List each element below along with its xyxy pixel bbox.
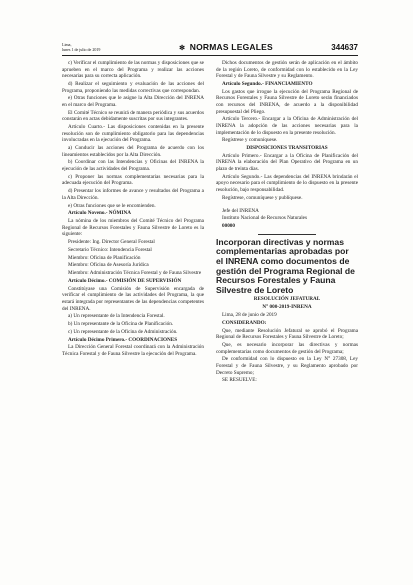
paragraph: Artículo Tercero.- Encargar a la Oficina de Administración del INRENA la adopción de las acciones necesarias para la implementación de lo dispuesto en la presente resolución. <box>216 116 358 136</box>
article-heading: Artículo Décimo Primero.- COORDINACIONES <box>68 336 178 343</box>
seal-icon: ✻ <box>179 45 186 52</box>
paragraph: La Dirección General Forestal coordinará con la Administración Técnica Forestal y de Fauna Silvestre la ejecución del Programa. <box>62 344 204 358</box>
paragraph: Que, mediante Resolución Jefatural se aprobó el Programa Regional de Recursos Forestales y Fauna Silvestre de Loreto; <box>216 327 358 341</box>
paragraph: SE RESUELVE: <box>222 377 257 384</box>
article-heading: Artículo Décimo.- COMISIÓN DE SUPERVISIÓN <box>68 278 182 284</box>
list-item: Miembro: Administración Técnica Forestal y de Fauna Silvestre <box>68 270 202 277</box>
list-item: b) Un representante de la Oficina de Planificación. <box>68 321 174 328</box>
right-column <box>216 60 358 560</box>
paragraph: Artículo Segundo.- Las dependencias del INRENA brindarán el apoyo necesario para el cumplimiento de lo dispuesto en la presente resolución, bajo responsabilidad. <box>216 173 358 193</box>
left-column <box>62 60 204 560</box>
article-title: Incorporan directivas y normas complementarias aprobadas por el INRENA como documentos de gestión del Programa Regional de Recursos Forestales y Fauna Silvestre de Loreto <box>216 236 355 295</box>
page-number: 344637 <box>331 42 358 52</box>
paragraph: e) Otras funciones que le asigne la Alta Dirección del INRENA en el marco del Programa. <box>62 95 204 108</box>
date-line: Lima, 28 de junio de 2019 <box>222 312 277 319</box>
paragraph: a) Conducir las acciones del Programa de acuerdo con los lineamientos establecidos por la Alta Dirección. <box>62 145 204 158</box>
paragraph: Los gastos que irrogue la ejecución del Programa Regional de Recursos Forestales y Fauna Silvestre de Loreto serán financiados con recursos del INRENA, de acuerdo a la disponibilidad presupuestal del Pliego. <box>216 88 358 115</box>
paragraph: De conformidad con lo dispuesto en la Ley N° 27308, Ley Forestal y de Fauna Silvestre, y su Reglamento aprobado por Decreto Supremo; <box>216 356 358 376</box>
considering-heading: CONSIDERANDO: <box>222 319 267 326</box>
list-item: c) Un representante de la Oficina de Administración. <box>68 328 178 335</box>
paragraph: Regístrese, comuníquese y publíquese. <box>222 194 303 201</box>
paragraph: c) Verificar el cumplimiento de las normas y disposiciones que se aprueben en el marco del Programa y realizar las acciones necesarias para su correcta aplicación. <box>62 60 204 80</box>
paragraph: Constitúyase una Comisión de Supervisión encargada de verificar el cumplimiento de las actividades del Programa, la que estará integrada por representantes de las dependencias competentes del INRENA. <box>62 285 204 312</box>
section-heading: DISPOSICIONES TRANSITORIAS <box>246 145 328 152</box>
publication-code: 00000 <box>222 223 235 230</box>
masthead-title-block <box>154 42 298 52</box>
list-item: Presidente: Ing. Director General Forestal <box>68 239 155 246</box>
masthead-title: NORMAS LEGALES <box>189 42 273 52</box>
paragraph: b) Coordinar con las Intendencias y Oficinas del INRENA la ejecución de las actividades del Programa. <box>62 159 204 173</box>
list-item: Miembro: Oficina de Asesoría Jurídica <box>68 262 149 269</box>
paragraph: Regístrese y comuníquese. <box>222 137 278 144</box>
paragraph: d) Presentar los informes de avance y resultados del Programa a la Alta Dirección. <box>62 188 204 201</box>
article-heading: Artículo Segundo.- FINANCIAMIENTO <box>222 80 313 87</box>
paragraph: e) Otras funciones que se le encomienden. <box>68 202 156 209</box>
masthead-date: lunes 1 de julio de 2019 <box>62 47 101 52</box>
masthead-date-block <box>62 42 154 52</box>
paragraph: La nómina de los miembros del Comité Técnico del Programa Regional de Recursos Forestales y Fauna Silvestre de Loreto es la siguiente: <box>62 218 204 238</box>
paragraph: d) Realizar el seguimiento y evaluación de las acciones del Programa, proponiendo las medidas correctivas que correspondan. <box>62 80 204 94</box>
paragraph: Artículo Primero.- Encargar a la Oficina de Planificación del INRENA la elaboración del Plan Operativo del Programa en un plazo de treinta días. <box>216 152 358 173</box>
list-item: Secretario Técnico: Intendencia Forestal <box>68 246 152 253</box>
paragraph: Que, es necesario incorporar las directivas y normas complementarias como documentos de gestión del Programa; <box>216 341 358 355</box>
paragraph: Dichos documentos de gestión serán de aplicación en el ámbito de la región Loreto, de conformidad con lo establecido en la Ley Forestal y de Fauna Silvestre y su Reglamento. <box>216 60 358 80</box>
header-rule <box>62 55 358 56</box>
section-divider <box>258 234 316 235</box>
signature-title: Instituto Nacional de Recursos Naturales <box>222 215 307 222</box>
resolution-heading: RESOLUCIÓN JEFATURAL <box>253 296 321 303</box>
signature-name: Jefe del INRENA <box>222 207 259 214</box>
list-item: a) Un representante de la Intendencia Forestal. <box>68 313 165 320</box>
paragraph: El Comité Técnico se reunirá de manera periódica y sus acuerdos constarán en actas debidamente suscritas por sus integrantes. <box>62 109 204 123</box>
article-columns <box>62 60 358 560</box>
masthead-city: Lima, <box>62 42 72 47</box>
masthead <box>62 40 358 54</box>
list-item: Miembro: Oficina de Planificación <box>68 254 141 261</box>
article-heading: Artículo Noveno.- NÓMINA <box>68 210 131 217</box>
resolution-number: N° 000-2019-INRENA <box>262 304 312 311</box>
paragraph: Artículo Cuarto.- Las disposiciones contenidas en la presente resolución son de cumplimiento obligatorio para las dependencias involucradas en la ejecución del Programa. <box>62 124 204 144</box>
paragraph: c) Proponer las normas complementarias necesarias para la adecuada ejecución del Programa. <box>62 173 204 187</box>
